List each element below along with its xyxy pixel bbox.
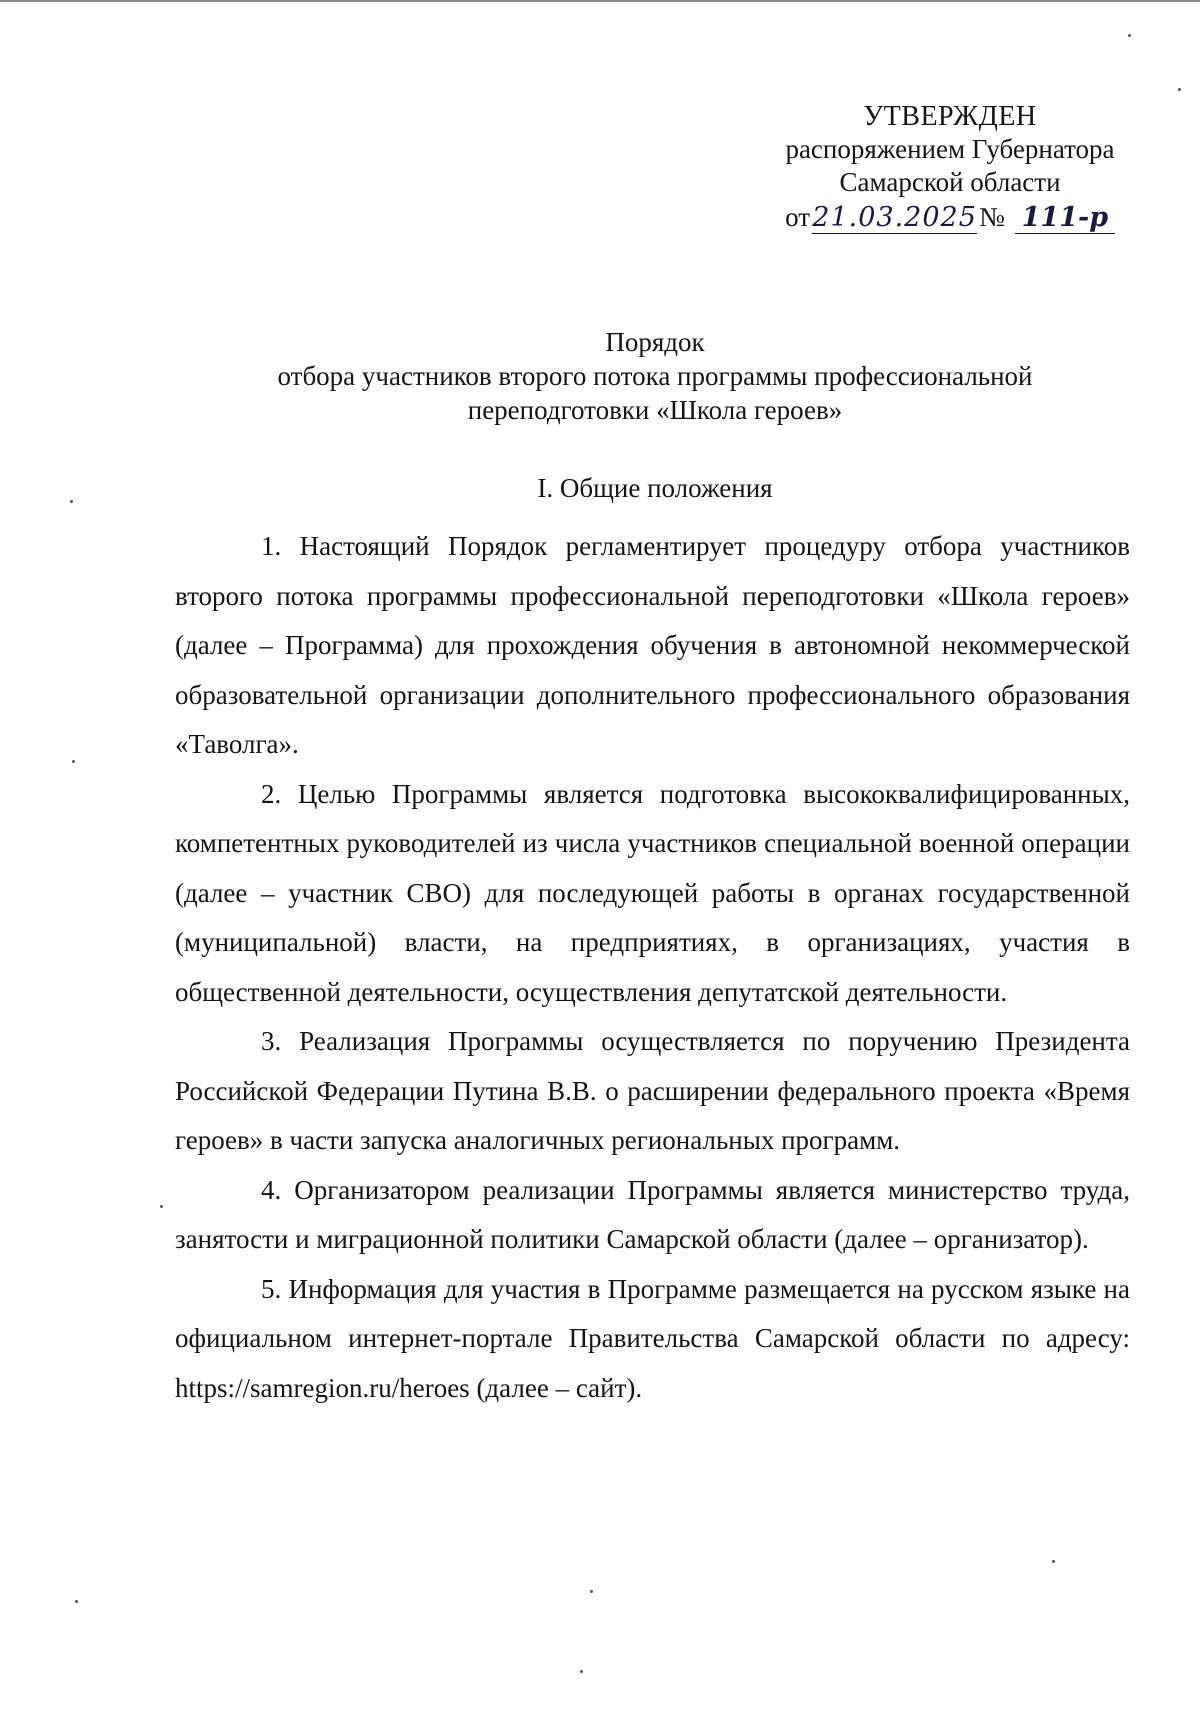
date-prefix: от xyxy=(785,202,811,232)
scan-speck xyxy=(590,1590,593,1593)
paragraph-3: 3. Реализация Программы осуществляется по поручению Президента Российской Федерации Путина В.В. о расширении федерального проекта «Время героев» в части запуска аналогичных региональных программ. xyxy=(175,1026,1130,1155)
approval-block xyxy=(760,100,1140,234)
number-prefix: № xyxy=(979,202,1005,232)
document-title xyxy=(170,325,1140,427)
scan-speck xyxy=(70,500,73,503)
paragraph-4: 4. Организатором реализации Программы является министерство труда, занятости и миграционной политики Самарской области (далее – организатор). xyxy=(175,1174,1130,1254)
section-heading: I. Общие положения xyxy=(537,473,773,503)
paragraph-5: 5. Информация для участия в Программе размещается на русском языке на официальном интернет-портале Правительства Самарской области по адресу: https://samregion.ru/heroes (далее – сайт). xyxy=(175,1273,1130,1403)
title-line-1: Порядок xyxy=(605,327,705,357)
approval-date-line xyxy=(760,201,1140,234)
title-line-2: отбора участников второго потока программы профессиональной xyxy=(277,361,1033,391)
scan-speck xyxy=(1052,1560,1055,1563)
scan-speck xyxy=(75,1600,78,1603)
paragraph-2: 2. Целью Программы является подготовка высококвалифицированных, компетентных руководителей из числа участников специальной военной операции (далее – участник СВО) для последующей работы в органах государственной (муниципальной) власти, на предприятиях, в организациях, участия в общественной деятельности, осуществления депутатской деятельности. xyxy=(175,778,1130,1007)
document-body xyxy=(175,522,1130,1413)
scan-speck xyxy=(160,1205,163,1208)
approval-line-1: распоряжением Губернатора xyxy=(785,134,1115,164)
approval-stamp: УТВЕРЖДЕН xyxy=(863,101,1037,132)
page-top-border xyxy=(0,0,1200,2)
paragraph-1: 1. Настоящий Порядок регламентирует процедуру отбора участников второго потока программы профессиональной переподготовки «Школа героев» (далее – Программа) для прохождения обучения в автономной некоммерческой образовательной организации дополнительного профессионального образования «Таволга». xyxy=(175,531,1130,759)
scan-speck xyxy=(72,760,75,763)
handwritten-number: 111-р xyxy=(1015,203,1115,234)
handwritten-date: 21.03.2025 xyxy=(812,202,977,233)
scan-speck xyxy=(1128,34,1131,37)
approval-line-2: Самарской области xyxy=(839,167,1061,197)
scan-speck xyxy=(580,1670,583,1673)
title-line-3: переподготовки «Школа героев» xyxy=(467,395,843,425)
scan-speck xyxy=(1178,88,1181,91)
